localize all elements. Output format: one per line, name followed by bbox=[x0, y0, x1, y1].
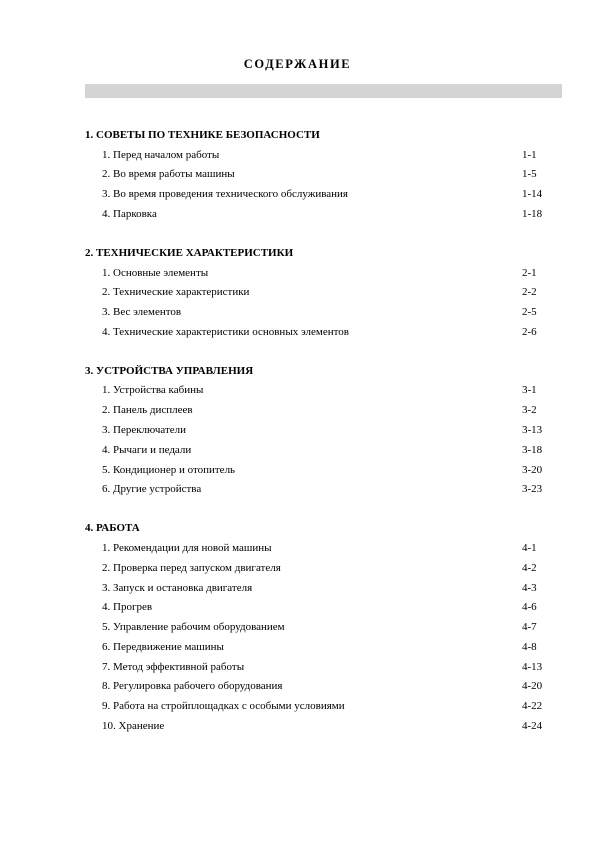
toc-entry[interactable] bbox=[85, 165, 562, 185]
entry-page-number: 3-20 bbox=[522, 463, 543, 476]
entry-label: 3. Запуск и остановка двигателя bbox=[102, 581, 253, 594]
entry-label: 10. Хранение bbox=[102, 720, 165, 733]
entry-page-number: 2-2 bbox=[522, 286, 537, 299]
toc-entry[interactable] bbox=[85, 618, 562, 638]
table-of-contents bbox=[85, 107, 562, 737]
toc-section-controls bbox=[85, 362, 562, 500]
entry-label: 5. Кондиционер и отопитель bbox=[102, 463, 236, 476]
toc-entry[interactable] bbox=[85, 461, 562, 481]
toc-entry[interactable] bbox=[85, 264, 562, 284]
toc-entry[interactable] bbox=[85, 658, 562, 678]
entry-page-number: 4-7 bbox=[522, 621, 537, 634]
entry-label: 2. Проверка перед запуском двигателя bbox=[102, 561, 281, 574]
entry-label: 9. Работа на стройплощадках с особыми условиями bbox=[102, 700, 345, 713]
entry-page-number: 1-1 bbox=[522, 148, 537, 161]
entry-page-number: 3-2 bbox=[522, 404, 537, 417]
entry-page-number: 3-18 bbox=[522, 443, 543, 456]
toc-entry[interactable] bbox=[85, 283, 562, 303]
toc-entry[interactable] bbox=[85, 638, 562, 658]
toc-section-specifications bbox=[85, 244, 562, 343]
entry-page-number: 2-6 bbox=[522, 325, 537, 338]
toc-entry[interactable] bbox=[85, 323, 562, 343]
toc-entry[interactable] bbox=[85, 146, 562, 166]
entry-page-number: 4-24 bbox=[522, 720, 543, 733]
section-heading[interactable]: 4. РАБОТА bbox=[85, 522, 140, 535]
entry-page-number: 4-20 bbox=[522, 680, 543, 693]
toc-entry[interactable] bbox=[85, 401, 562, 421]
entry-page-number: 1-18 bbox=[522, 208, 543, 221]
entry-label: 3. Вес элементов bbox=[102, 306, 182, 319]
entry-label: 5. Управление рабочим оборудованием bbox=[102, 621, 285, 634]
entry-label: 3. Во время проведения технического обслуживания bbox=[102, 188, 348, 201]
toc-entry[interactable] bbox=[85, 480, 562, 500]
toc-entry[interactable] bbox=[85, 677, 562, 697]
entry-page-number: 3-1 bbox=[522, 384, 537, 397]
entry-label: 4. Рычаги и педали bbox=[102, 443, 192, 456]
toc-entry[interactable] bbox=[85, 717, 562, 737]
toc-entry[interactable] bbox=[85, 559, 562, 579]
entry-page-number: 2-5 bbox=[522, 306, 537, 319]
entry-page-number: 1-14 bbox=[522, 188, 543, 201]
entry-page-number: 3-23 bbox=[522, 483, 543, 496]
entry-label: 4. Парковка bbox=[102, 208, 157, 221]
entry-label: 1. Перед началом работы bbox=[102, 148, 220, 161]
section-heading[interactable]: 3. УСТРОЙСТВА УПРАВЛЕНИЯ bbox=[85, 364, 254, 377]
toc-entry[interactable] bbox=[85, 579, 562, 599]
entry-page-number: 2-1 bbox=[522, 266, 537, 279]
entry-label: 2. Панель дисплеев bbox=[102, 404, 193, 417]
entry-label: 3. Переключатели bbox=[102, 424, 187, 437]
section-heading[interactable]: 1. СОВЕТЫ ПО ТЕХНИКЕ БЕЗОПАСНОСТИ bbox=[85, 129, 320, 141]
entry-page-number: 4-22 bbox=[522, 700, 543, 713]
toc-entry[interactable] bbox=[85, 539, 562, 559]
entry-page-number: 4-2 bbox=[522, 561, 537, 574]
entry-label: 4. Прогрев bbox=[102, 601, 153, 614]
entry-page-number: 4-1 bbox=[522, 541, 537, 554]
toc-entry[interactable] bbox=[85, 598, 562, 618]
entry-label: 8. Регулировка рабочего оборудования bbox=[102, 680, 283, 693]
entry-page-number: 4-13 bbox=[522, 660, 543, 673]
entry-page-number: 3-13 bbox=[522, 424, 543, 437]
toc-section-safety bbox=[85, 126, 562, 225]
entry-label: 2. Во время работы машины bbox=[102, 168, 235, 181]
entry-label: 7. Метод эффективной работы bbox=[102, 660, 245, 673]
page-title: СОДЕРЖАНИЕ bbox=[243, 57, 352, 71]
toc-entry[interactable] bbox=[85, 205, 562, 225]
toc-entry[interactable] bbox=[85, 381, 562, 401]
entry-label: 1. Устройства кабины bbox=[102, 384, 204, 397]
entry-page-number: 4-6 bbox=[522, 601, 537, 614]
entry-label: 6. Другие устройства bbox=[102, 483, 202, 496]
toc-entry[interactable] bbox=[85, 185, 562, 205]
section-heading[interactable]: 2. ТЕХНИЧЕСКИЕ ХАРАКТЕРИСТИКИ bbox=[85, 246, 294, 259]
toc-entry[interactable] bbox=[85, 697, 562, 717]
entry-label: 4. Технические характеристики основных элементов bbox=[102, 325, 349, 338]
entry-page-number: 4-3 bbox=[522, 581, 537, 594]
entry-page-number: 4-8 bbox=[522, 640, 537, 653]
entry-label: 6. Передвижение машины bbox=[102, 640, 224, 653]
entry-label: 1. Рекомендации для новой машины bbox=[102, 541, 272, 554]
header-divider-bar bbox=[85, 84, 562, 98]
entry-label: 1. Основные элементы bbox=[102, 266, 209, 279]
entry-page-number: 1-5 bbox=[522, 168, 537, 181]
toc-entry[interactable] bbox=[85, 303, 562, 323]
toc-section-operation bbox=[85, 519, 562, 737]
toc-entry[interactable] bbox=[85, 421, 562, 441]
entry-label: 2. Технические характеристики bbox=[102, 286, 250, 299]
toc-entry[interactable] bbox=[85, 441, 562, 461]
